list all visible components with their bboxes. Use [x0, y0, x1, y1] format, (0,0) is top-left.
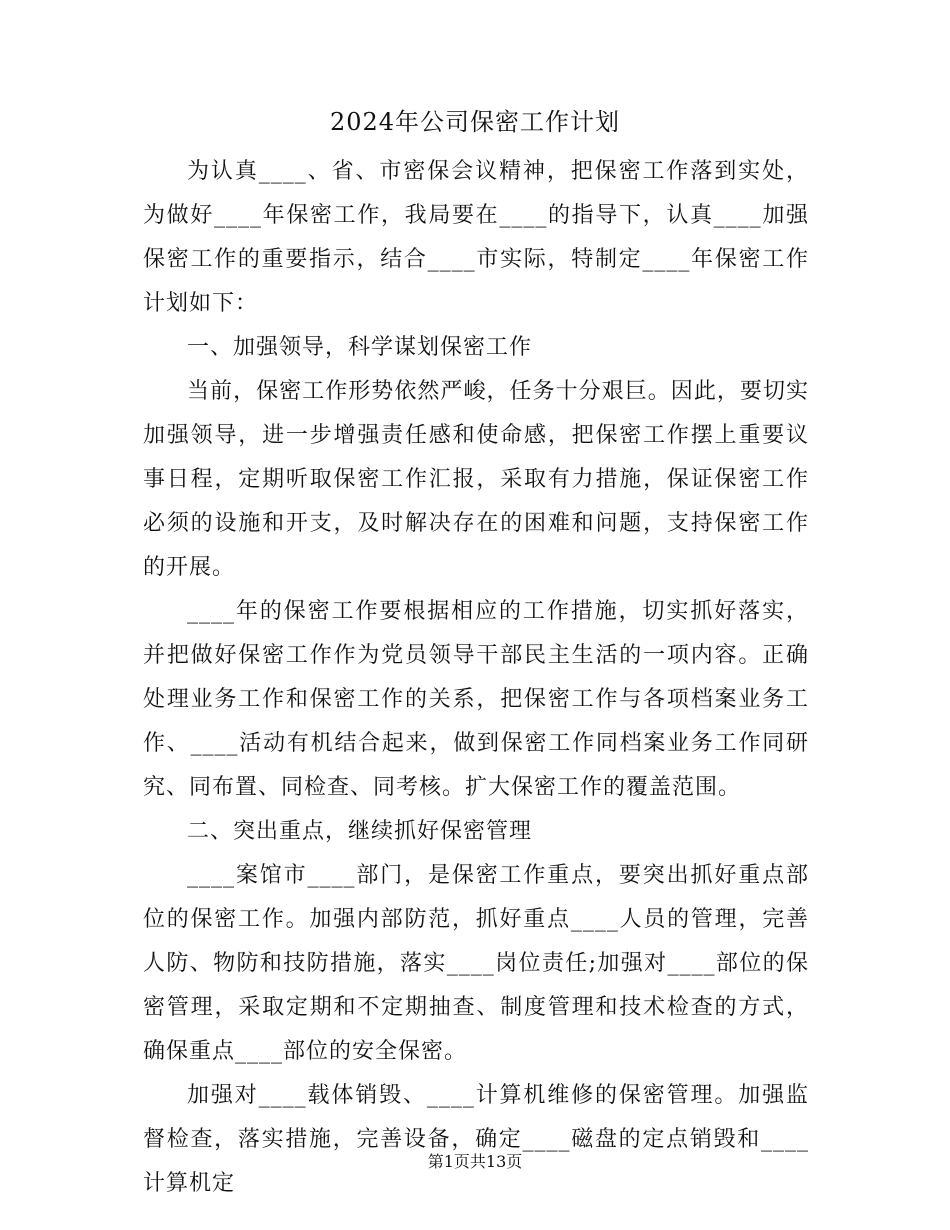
- section-heading-1: 一、加强领导，科学谋划保密工作: [187, 335, 533, 360]
- document-body: [143, 150, 809, 1206]
- document-title: 2024年公司保密工作计划: [329, 108, 621, 136]
- paragraph-disposal: 加强对____载体销毁、____计算机维修的保密管理。加强监督检查，落实措施，完善设备，确定____磁盘的定点销毁和____计算机定: [143, 1083, 809, 1196]
- paragraph-key-areas: ____案馆市____部门，是保密工作重点，要突出抓好重点部位的保密工作。加强内部防范，抓好重点____人员的管理，完善人防、物防和技防措施，落实____岗位责任;加强对____部位的保密管理，采取定期和不定期抽查、制度管理和技术检查的方式，确保重点____部位的安全保密。: [143, 863, 809, 1064]
- paragraph-leadership: 当前，保密工作形势依然严峻，任务十分艰巨。因此，要切实加强领导，进一步增强责任感和使命感，把保密工作摆上重要议事日程，定期听取保密工作汇报，采取有力措施，保证保密工作必须的设施和开支，及时解决存在的困难和问题，支持保密工作的开展。: [143, 379, 809, 580]
- page-number: 第1页共13页: [427, 1152, 523, 1171]
- paragraph-implementation: ____年的保密工作要根据相应的工作措施，切实抓好落实，并把做好保密工作作为党员领导干部民主生活的一项内容。正确处理业务工作和保密工作的关系，把保密工作与各项档案业务工作、____活动有机结合起来，做到保密工作同档案业务工作同研究、同布置、同检查、同考核。扩大保密工作的覆盖范围。: [143, 599, 809, 800]
- paragraph-intro: 为认真____、省、市密保会议精神，把保密工作落到实处，为做好____年保密工作，我局要在____的指导下，认真____加强保密工作的重要指示，结合____市实际，特制定____年保密工作计划如下：: [143, 159, 809, 316]
- section-heading-2: 二、突出重点，继续抓好保密管理: [187, 819, 533, 844]
